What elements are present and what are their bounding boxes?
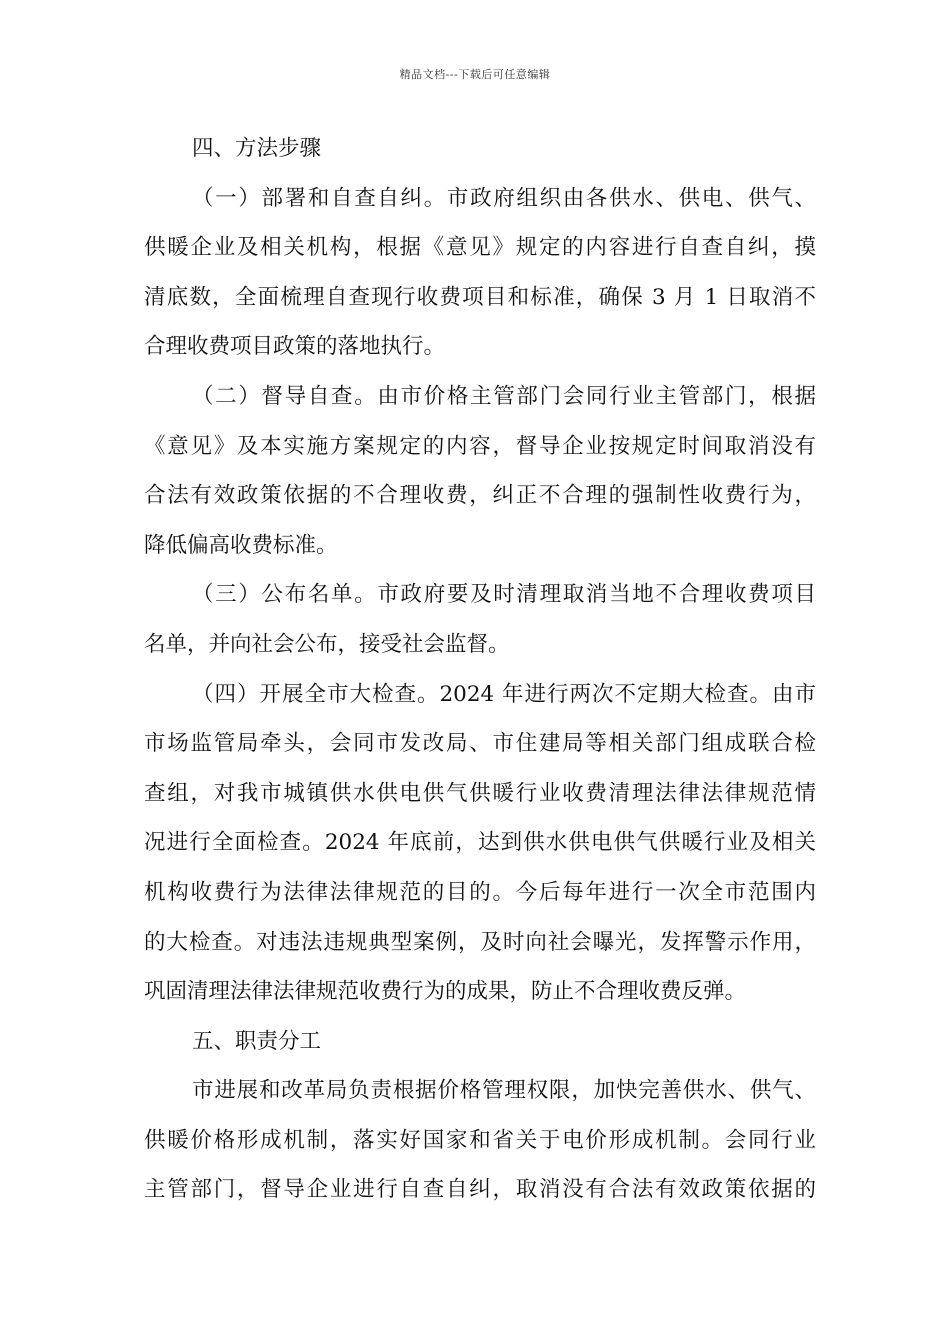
paragraph-line: （二）督导自查。由市价格主管部门会同行业主管部门，根据: [192, 383, 816, 409]
section-heading-methods: 四、方法步骤: [192, 136, 322, 161]
paragraph-line: 机构收费行为法律法律规范的目的。今后每年进行一次全市范围内: [144, 879, 816, 905]
document-body: [144, 124, 816, 1215]
paragraph-line: 供暖价格形成机制，落实好国家和省关于电价形成机制。会同行业: [144, 1127, 816, 1153]
paragraph-line: 市进展和改革局负责根据价格管理权限，加快完善供水、供气、: [192, 1078, 816, 1104]
page-header-note: 精品文档---下载后可任意编辑: [399, 68, 551, 81]
paragraph-line: 况进行全面检查。2024 年底前，达到供水供电供气供暖行业及相关: [144, 830, 816, 856]
paragraph-line: 巩固清理法律法律规范收费行为的成果，防止不合理收费反弹。: [144, 979, 747, 1005]
paragraph-line: 名单，并向社会公布，接受社会监督。: [144, 631, 510, 657]
paragraph-line: 降低偏高收费标准。: [144, 532, 338, 558]
paragraph-line: 合理收费项目政策的落地执行。: [144, 334, 446, 360]
section-heading-duties: 五、职责分工: [192, 1028, 322, 1054]
paragraph-line: 主管部门，督导企业进行自查自纠，取消没有合法有效政策依据的: [144, 1177, 816, 1203]
paragraph-line: 查组，对我市城镇供水供电供气供暖行业收费清理法律法律规范情: [144, 780, 816, 806]
paragraph-line: （四）开展全市大检查。2024 年进行两次不定期大检查。由市: [192, 681, 816, 707]
paragraph-line: 的大检查。对违法违规典型案例，及时向社会曝光，发挥警示作用，: [144, 929, 816, 955]
paragraph-line: 合法有效政策依据的不合理收费，纠正不合理的强制性收费行为，: [144, 483, 816, 509]
paragraph-line: 清底数，全面梳理自查现行收费项目和标准，确保 3 月 1 日取消不: [144, 284, 816, 310]
paragraph-line: 《意见》及本实施方案规定的内容，督导企业按规定时间取消没有: [144, 433, 816, 459]
paragraph-line: 供暖企业及相关机构，根据《意见》规定的内容进行自查自纠，摸: [144, 235, 816, 261]
paragraph-line: 市场监管局牵头，会同市发改局、市住建局等相关部门组成联合检: [144, 731, 816, 757]
paragraph-line: （三）公布名单。市政府要及时清理取消当地不合理收费项目: [192, 582, 816, 608]
paragraph-line: （一）部署和自查自纠。市政府组织由各供水、供电、供气、: [192, 185, 816, 211]
